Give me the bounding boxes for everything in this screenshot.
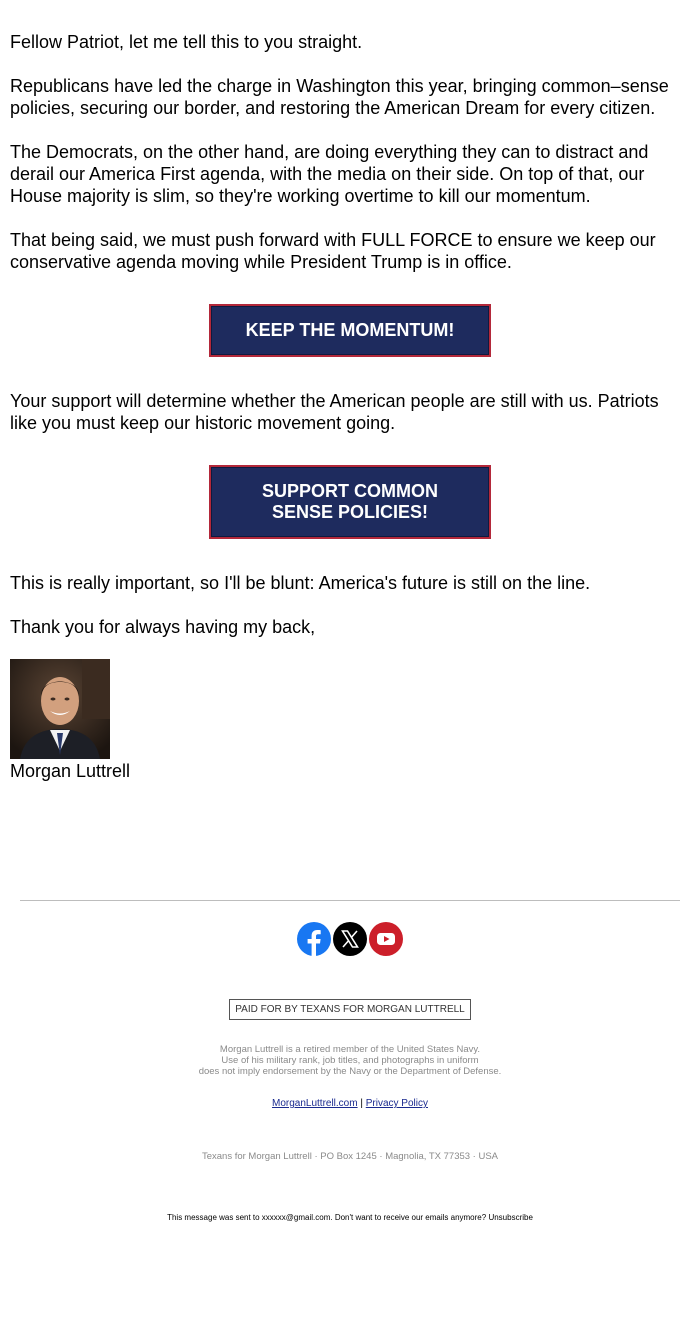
- unsubscribe-link[interactable]: Unsubscribe: [488, 1213, 533, 1222]
- paragraph-4: Your support will determine whether the American people are still with us. Patriots like you must keep our historic movement going.: [10, 391, 659, 433]
- greeting-text: Fellow Patriot, let me tell this to you straight.: [10, 32, 363, 52]
- footer-divider: [20, 900, 680, 901]
- x-icon[interactable]: [333, 922, 367, 956]
- support-policies-button[interactable]: [209, 465, 491, 539]
- mailing-address: Texans for Morgan Luttrell · PO Box 1245 · Magnolia, TX 77353 · USA: [201, 1151, 499, 1162]
- signature-name: Morgan Luttrell: [10, 761, 131, 781]
- disclaimer-line-2: Use of his military rank, job titles, and photographs in uniform: [221, 1055, 479, 1066]
- paragraph-1: Republicans have led the charge in Washington this year, bringing common–sense policies, securing our border, and restoring the American Dream for every citizen.: [10, 76, 669, 118]
- military-disclaimer: [150, 1044, 550, 1077]
- facebook-icon[interactable]: [297, 922, 331, 956]
- disclaimer-line-3: does not imply endorsement by the Navy or the Department of Defense.: [198, 1066, 502, 1077]
- candidate-photo: [10, 659, 110, 759]
- sent-to-text: This message was sent to xxxxxx@gmail.com. Don't want to receive our emails anymore?: [167, 1213, 487, 1222]
- paragraph-3: That being said, we must push forward with FULL FORCE to ensure we keep our conservative agenda moving while President Trump is in office.: [10, 230, 656, 272]
- footer-links: [150, 1098, 550, 1109]
- paragraph-5: This is really important, so I'll be blunt: America's future is still on the line.: [10, 573, 591, 593]
- closing-text: Thank you for always having my back,: [10, 617, 316, 637]
- website-link[interactable]: MorganLuttrell.com: [271, 1098, 358, 1109]
- keep-momentum-button-label: KEEP THE MOMENTUM!: [245, 320, 455, 340]
- youtube-icon[interactable]: [369, 922, 403, 956]
- recipient-notice: [100, 1213, 600, 1222]
- link-separator: |: [360, 1098, 363, 1109]
- disclaimer-line-1: Morgan Luttrell is a retired member of the United States Navy.: [219, 1044, 481, 1055]
- privacy-policy-link[interactable]: Privacy Policy: [365, 1098, 428, 1109]
- paragraph-2: The Democrats, on the other hand, are doing everything they can to distract and derail our America First agenda, with the media on their side. On top of that, our House majority is slim, so they're working overtime to kill our momentum.: [10, 142, 649, 206]
- support-policies-button-label: SUPPORT COMMON SENSE POLICIES!: [261, 481, 438, 522]
- paid-for-notice: PAID FOR BY TEXANS FOR MORGAN LUTTRELL: [229, 999, 471, 1020]
- keep-momentum-button[interactable]: [209, 304, 491, 357]
